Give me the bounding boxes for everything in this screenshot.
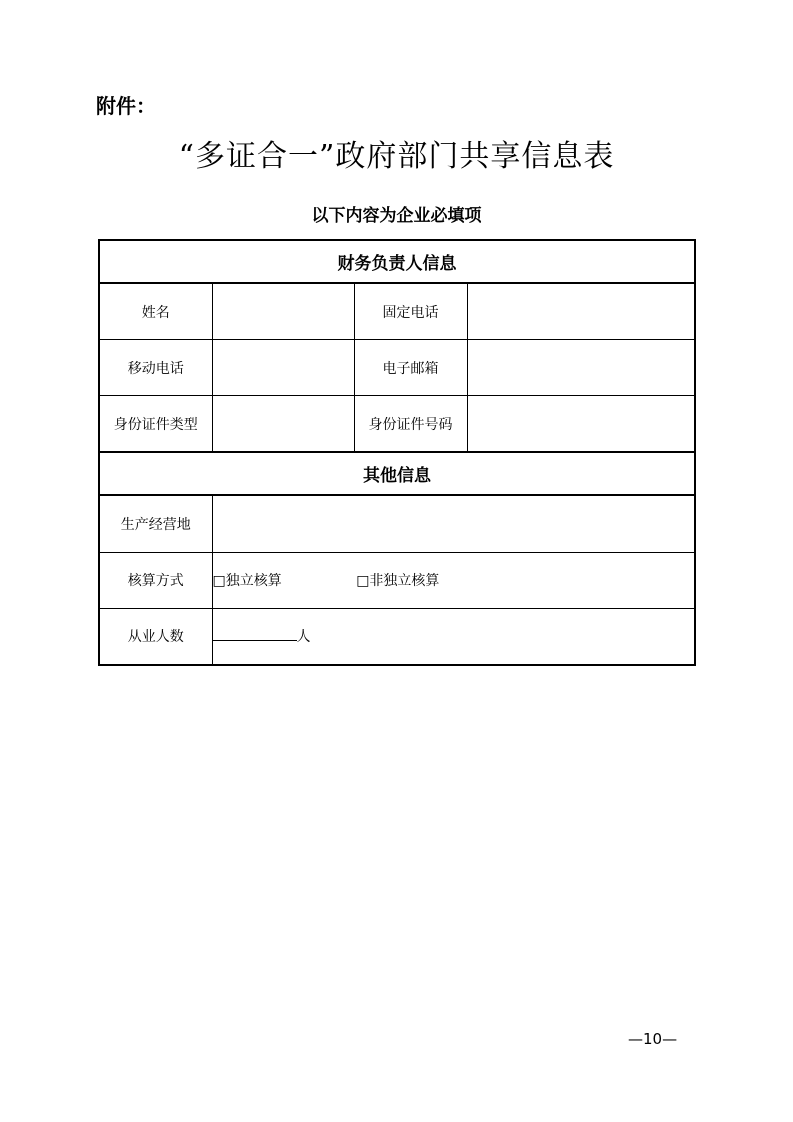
email-field[interactable]	[467, 340, 695, 396]
email-label: 电子邮箱	[354, 340, 467, 396]
id-number-label: 身份证件号码	[354, 396, 467, 453]
independent-accounting-checkbox[interactable]: □独立核算	[212, 573, 282, 590]
attachment-label: 附件：	[96, 94, 156, 118]
shared-info-form	[98, 239, 696, 666]
landline-field[interactable]	[467, 283, 695, 340]
page-subtitle: 以下内容为企业必填项	[311, 206, 482, 226]
table-row	[99, 340, 695, 396]
table-row	[99, 283, 695, 340]
id-type-field[interactable]	[212, 396, 354, 453]
finance-section-header	[99, 240, 695, 283]
table-row	[99, 396, 695, 453]
employee-count-unit: 人	[296, 629, 311, 646]
table-row	[99, 552, 695, 608]
mobile-field[interactable]	[212, 340, 354, 396]
other-section-header	[99, 452, 695, 495]
id-type-label: 身份证件类型	[99, 396, 212, 453]
production-site-field[interactable]	[212, 495, 695, 552]
landline-label: 固定电话	[354, 283, 467, 340]
other-section-heading: 其他信息	[99, 452, 695, 495]
finance-section-heading: 财务负责人信息	[99, 240, 695, 283]
non-independent-accounting-checkbox[interactable]: □非独立核算	[356, 573, 440, 590]
name-label: 姓名	[99, 283, 212, 340]
name-field[interactable]	[212, 283, 354, 340]
employee-count-input[interactable]	[213, 626, 297, 641]
mobile-label: 移动电话	[99, 340, 212, 396]
production-site-label: 生产经营地	[99, 495, 212, 552]
table-row	[99, 495, 695, 552]
accounting-method-options	[212, 552, 695, 608]
table-row	[99, 608, 695, 665]
accounting-method-label: 核算方式	[99, 552, 212, 608]
page-number: —10—	[628, 1030, 678, 1048]
employee-count-label: 从业人数	[99, 608, 212, 665]
page-title: “多证合一”政府部门共享信息表	[178, 139, 615, 174]
employee-count-cell	[212, 608, 695, 665]
id-number-field[interactable]	[467, 396, 695, 453]
